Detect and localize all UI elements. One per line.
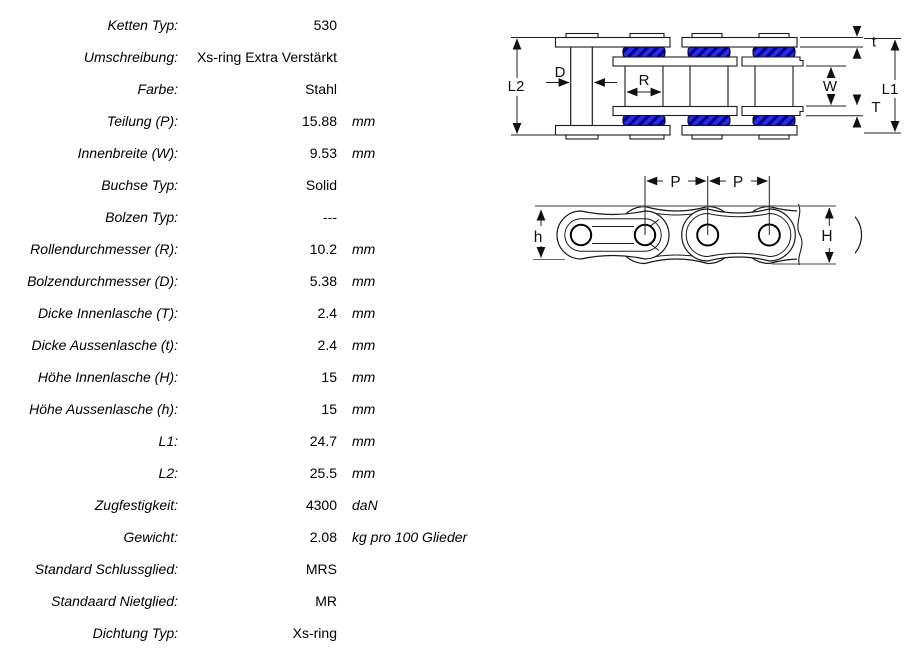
- spec-value: 5.38: [309, 273, 337, 289]
- spec-label: Buchse Typ:: [101, 177, 178, 193]
- spec-value: 4300: [305, 497, 337, 513]
- xring: [688, 116, 730, 126]
- spec-value: MR: [315, 593, 337, 609]
- spec-label: L1:: [158, 433, 178, 449]
- spec-label: Umschreibung:: [83, 49, 178, 65]
- outer-plate: [682, 38, 797, 48]
- spec-label: Höhe Aussenlasche (h):: [29, 401, 178, 417]
- xring: [753, 116, 795, 126]
- spec-label: Bolzen Typ:: [105, 209, 178, 225]
- spec-value: Xs-ring Extra Verstärkt: [196, 49, 337, 65]
- dim-label-l2: L2: [507, 78, 525, 95]
- spec-value: 2.4: [317, 337, 337, 353]
- spec-unit: mm: [352, 305, 376, 321]
- spec-value: ---: [323, 209, 337, 225]
- spec-unit: mm: [352, 145, 376, 161]
- spec-value: Stahl: [305, 81, 337, 97]
- spec-label: Dicke Aussenlasche (t):: [31, 337, 178, 353]
- spec-value: 24.7: [309, 433, 337, 449]
- xring: [623, 47, 665, 57]
- spec-label: Innenbreite (W):: [77, 145, 178, 161]
- outer-plate: [556, 126, 671, 136]
- spec-label: Standaard Nietglied:: [51, 593, 178, 609]
- spec-label: Ketten Typ:: [107, 17, 178, 33]
- xring: [753, 47, 795, 57]
- dim-label-r: R: [638, 72, 650, 89]
- spec-value: 2.4: [317, 305, 337, 321]
- spec-unit: daN: [352, 497, 378, 513]
- dim-label-p1: P: [670, 174, 681, 191]
- spec-label: Rollendurchmesser (R):: [30, 241, 178, 257]
- spec-value: Solid: [305, 177, 337, 193]
- spec-unit: mm: [352, 113, 376, 129]
- inner-plate: [613, 107, 737, 116]
- spec-value: 530: [313, 17, 337, 33]
- spec-value: 10.2: [309, 241, 337, 257]
- spec-value: 15: [321, 401, 337, 417]
- dim-label-w: W: [822, 78, 838, 95]
- rollers: [625, 66, 793, 107]
- spec-unit: mm: [352, 433, 376, 449]
- spec-unit: mm: [352, 241, 376, 257]
- spec-label: Farbe:: [137, 81, 178, 97]
- dim-label-d: D: [554, 64, 566, 81]
- spec-value: 2.08: [309, 529, 337, 545]
- spec-label: Standard Schlussglied:: [34, 561, 178, 577]
- outer-plate: [556, 38, 671, 48]
- spec-unit: mm: [352, 337, 376, 353]
- dim-label-l1: L1: [881, 81, 899, 98]
- chain-side-view: [533, 174, 862, 272]
- spec-label: Zugfestigkeit:: [94, 497, 178, 513]
- spec-value: 15: [321, 369, 337, 385]
- inner-plate: [742, 107, 803, 116]
- spec-label: Dichtung Typ:: [92, 625, 178, 641]
- spec-label: Höhe Innenlasche (H):: [37, 369, 178, 385]
- spec-value: 15.88: [301, 113, 337, 129]
- spec-unit: mm: [352, 369, 376, 385]
- dim-label-t-big: T: [871, 99, 881, 116]
- spec-value: 9.53: [309, 145, 337, 161]
- spec-value: MRS: [305, 561, 337, 577]
- spec-label: Gewicht:: [123, 529, 178, 545]
- dim-label-h-big: H: [821, 228, 833, 245]
- dim-label-h-small: h: [533, 229, 543, 246]
- spec-value: 25.5: [309, 465, 337, 481]
- spec-unit: mm: [352, 465, 376, 481]
- spec-label: Teilung (P):: [106, 113, 178, 129]
- xring: [623, 116, 665, 126]
- spec-value: Xs-ring: [292, 625, 337, 641]
- spec-label: L2:: [158, 465, 178, 481]
- chain-top-view: [508, 26, 901, 139]
- spec-unit: mm: [352, 273, 376, 289]
- outer-plate: [682, 126, 797, 136]
- inner-plate: [613, 57, 737, 66]
- spec-label: Bolzendurchmesser (D):: [27, 273, 178, 289]
- dim-label-t-small: t: [871, 33, 877, 51]
- inner-plate: [742, 57, 803, 66]
- spec-unit: mm: [352, 401, 376, 417]
- xring: [688, 47, 730, 57]
- spec-label: Dicke Innenlasche (T):: [37, 305, 178, 321]
- dim-label-p2: P: [732, 174, 744, 191]
- spec-unit: kg pro 100 Glieder: [352, 529, 468, 545]
